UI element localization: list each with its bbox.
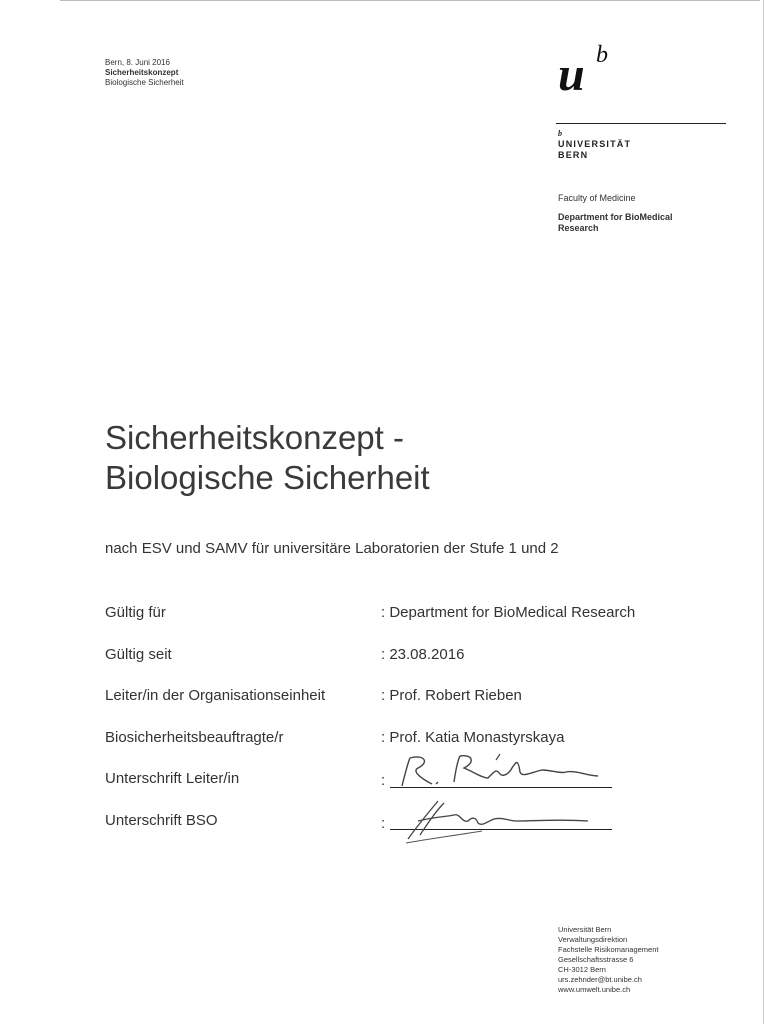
scan-artifact-top (60, 0, 760, 1)
scan-artifact-edge (763, 0, 764, 1024)
footer-line: Gesellschaftsstrasse 6 (558, 955, 634, 964)
title-line2: Biologische Sicherheit (105, 459, 430, 496)
header-doc-subtitle: Biologische Sicherheit (105, 78, 184, 87)
department-line1: Department for BioMedical (558, 212, 673, 222)
field-value-signature-head: : (381, 772, 386, 789)
university-name-block (558, 128, 631, 161)
page-subtitle: nach ESV und SAMV für universitäre Laboratorien der Stufe 1 und 2 (105, 540, 559, 557)
footer-website[interactable]: www.umwelt.unibe.ch (558, 985, 631, 994)
signature-head (392, 748, 622, 794)
footer-address (558, 925, 658, 995)
field-value-biosafety-officer: : Prof. Katia Monastyrskaya (381, 729, 565, 746)
field-value-unit-head: : Prof. Robert Rieben (381, 687, 522, 704)
footer-line: Verwaltungsdirektion (558, 935, 628, 944)
page-title (105, 418, 430, 498)
faculty-name: Faculty of Medicine (558, 193, 636, 203)
department-name (558, 212, 708, 234)
university-small-b: b (558, 129, 562, 138)
field-label-valid-since: Gültig seit (105, 646, 172, 663)
field-value-valid-since: : 23.08.2016 (381, 646, 465, 663)
field-label-biosafety-officer: Biosicherheitsbeauftragte/r (105, 729, 284, 746)
university-line2: BERN (558, 150, 589, 160)
field-label-valid-for: Gültig für (105, 604, 166, 621)
field-value-valid-for: : Department for BioMedical Research (381, 604, 636, 621)
logo-u-mark: u (558, 48, 585, 101)
title-line1: Sicherheitskonzept - (105, 419, 404, 456)
university-logo (556, 44, 726, 124)
footer-email[interactable]: urs.zehnder@bt.unibe.ch (558, 975, 642, 984)
header-block (105, 58, 184, 88)
header-date: Bern, 8. Juni 2016 (105, 58, 170, 67)
field-label-signature-bso: Unterschrift BSO (105, 812, 218, 829)
signature-bso (398, 795, 598, 845)
field-value-signature-bso: : (381, 815, 386, 832)
university-line1: UNIVERSITÄT (558, 139, 632, 149)
logo-b-mark: b (596, 44, 608, 68)
field-label-signature-head: Unterschrift Leiter/in (105, 770, 240, 787)
footer-line: Universität Bern (558, 925, 612, 934)
field-label-unit-head: Leiter/in der Organisationseinheit (105, 687, 326, 704)
footer-line: CH-3012 Bern (558, 965, 606, 974)
logo-divider (556, 123, 726, 124)
header-doc-title: Sicherheitskonzept (105, 68, 179, 77)
footer-line: Fachstelle Risikomanagement (558, 945, 659, 954)
department-line2: Research (558, 223, 599, 233)
